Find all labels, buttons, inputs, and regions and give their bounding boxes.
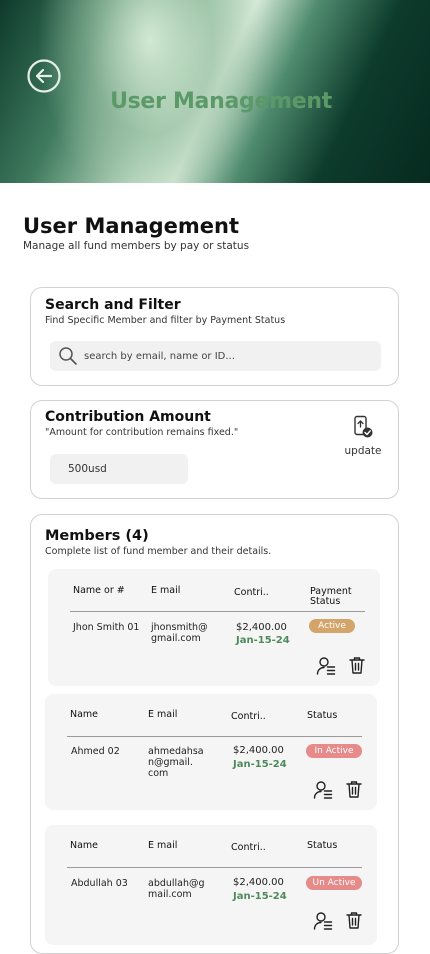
col-header-contribution: Contri.. [231,842,266,853]
col-header-name: Name or # [73,585,125,596]
member-card[interactable] [45,694,377,810]
col-header-email: E mail [148,709,178,720]
contribution-amount-field[interactable]: 500usd [50,454,188,484]
users-icon[interactable] [316,656,338,676]
search-card-subtitle: Find Specific Member and filter by Payment Status [45,315,286,326]
member-date: Jan-15-24 [236,635,290,646]
col-header-status: Payment Status [310,586,352,607]
status-badge: Un Active [306,876,362,890]
col-header-status: Status [307,710,338,721]
member-amount: $2,400.00 [233,877,284,888]
hero-header [0,0,430,183]
member-amount: $2,400.00 [233,745,284,756]
member-email: abdullah@g mail.com [148,878,205,900]
contribution-title: Contribution Amount [45,409,211,425]
search-box[interactable] [50,341,381,371]
col-header-email: E mail [148,840,178,851]
header-divider [67,867,362,868]
search-card-title: Search and Filter [45,297,181,313]
member-date: Jan-15-24 [233,891,287,902]
header-divider [70,611,365,612]
trash-icon[interactable] [349,656,365,674]
trash-icon[interactable] [346,911,362,929]
users-icon[interactable] [313,780,335,800]
members-title: Members (4) [45,528,149,544]
page-subtitle: Manage all fund members by pay or status [23,240,250,252]
magnifier-icon [58,346,78,366]
users-icon[interactable] [313,911,335,931]
header-title: User Management [110,89,332,114]
trash-icon[interactable] [346,780,362,798]
col-header-email: E mail [151,585,181,596]
search-filter-card [30,287,399,386]
contribution-card [30,400,399,499]
member-amount: $2,400.00 [236,622,287,633]
update-button[interactable] [341,415,385,457]
members-subtitle: Complete list of fund member and their details. [45,546,272,557]
member-card[interactable] [48,569,380,686]
member-name: Ahmed 02 [71,746,120,757]
member-name: Abdullah 03 [71,878,128,889]
col-header-contribution: Contri.. [231,711,266,722]
member-date: Jan-15-24 [233,759,287,770]
col-header-name: Name [70,840,99,851]
col-header-status: Status [307,840,338,851]
search-input[interactable] [84,341,369,371]
member-card[interactable] [45,825,377,945]
col-header-name: Name [70,709,99,720]
member-email: ahmedahsa n@gmail. com [148,746,204,779]
update-label: update [344,445,382,457]
member-name: Jhon Smith 01 [73,622,140,633]
status-badge: Active [309,619,355,633]
back-button[interactable] [27,59,61,93]
contribution-subtitle: "Amount for contribution remains fixed." [45,427,239,438]
page-title: User Management [23,214,240,238]
col-header-contribution: Contri.. [234,587,269,598]
phone-check-icon [352,415,374,439]
header-divider [67,736,362,737]
arrow-left-circle-icon [27,59,61,93]
member-email: jhonsmith@ gmail.com [151,622,208,644]
status-badge: In Active [306,744,362,758]
